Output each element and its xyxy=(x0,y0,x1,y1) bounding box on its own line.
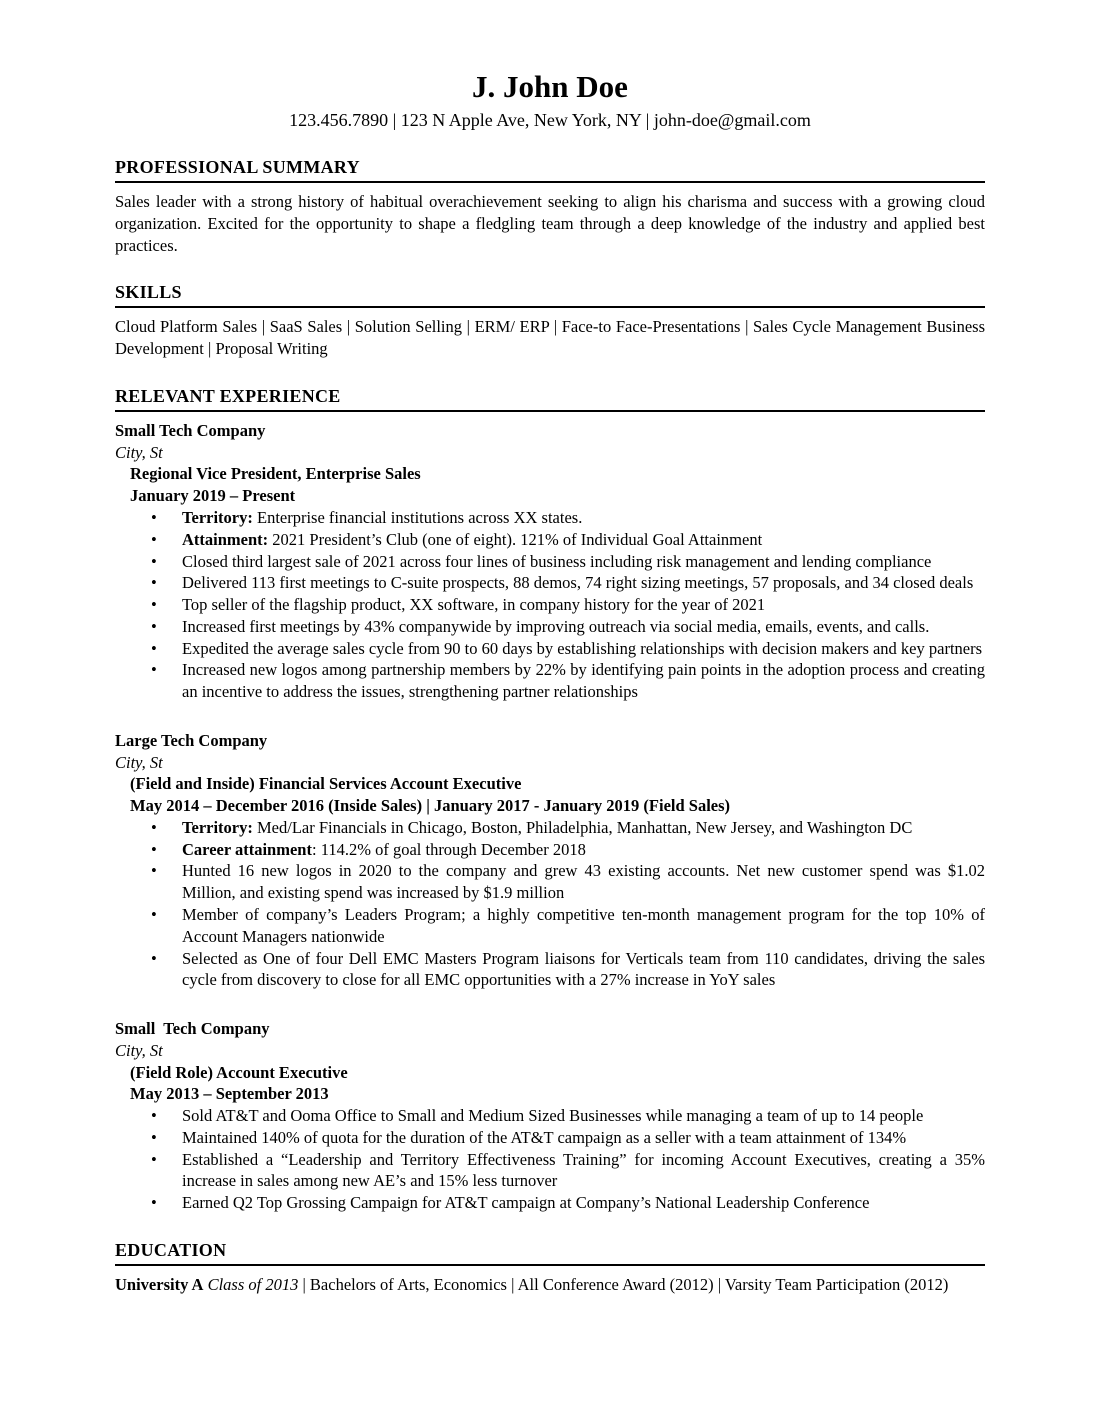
bullet-item: • Attainment: 2021 President’s Club (one of eight). 121% of Individual Goal Attainment xyxy=(115,529,985,551)
class-year: Class of 2013 xyxy=(207,1274,299,1294)
bullet-item: • Member of company’s Leaders Program; a highly competitive ten-month management program for the top 10% of Account Managers nationwide xyxy=(115,904,985,948)
job-title: (Field Role) Account Executive xyxy=(130,1062,348,1082)
education-line xyxy=(115,1274,985,1296)
professional-summary-text: Sales leader with a strong history of habitual overachievement seeking to align his charisma and success with a growing cloud organization. Excited for the opportunity to shape a fledgling team through a deep knowledge of the industry and applied best practices. xyxy=(115,192,985,255)
candidate-name: J. John Doe xyxy=(472,69,628,104)
skills-text: Cloud Platform Sales | SaaS Sales | Solution Selling | ERM/ ERP | Face-to Face-Presentations | Sales Cycle Management Business Development | Proposal Writing xyxy=(115,317,985,359)
contact-line: 123.456.7890 | 123 N Apple Ave, New York, NY | john-doe@gmail.com xyxy=(289,110,811,131)
company-name: Large Tech Company xyxy=(115,730,268,750)
job-title: Regional Vice President, Enterprise Sales xyxy=(130,464,421,484)
education-details: | Bachelors of Arts, Economics | All Conference Award (2012) | Varsity Team Participation (2012) xyxy=(302,1274,949,1294)
bullet-item: • Delivered 113 first meetings to C-suite prospects, 88 demos, 74 right sizing meetings, 57 proposals, and 34 closed deals xyxy=(115,572,985,594)
bullet-item: • Territory: Enterprise financial institutions across XX states. xyxy=(115,507,985,529)
job-dates: May 2013 – September 2013 xyxy=(130,1084,329,1104)
bullet-item: • Career attainment: 114.2% of goal through December 2018 xyxy=(115,839,985,861)
company-name: Small Tech Company xyxy=(115,1019,270,1039)
job-bullets xyxy=(115,507,985,703)
job-dates: January 2019 – Present xyxy=(130,486,296,506)
bullet-item: • Maintained 140% of quota for the duration of the AT&T campaign as a seller with a team attainment of 134% xyxy=(115,1127,985,1149)
job-location: City, St xyxy=(115,752,163,772)
job-entry xyxy=(115,730,985,991)
company-name: Small Tech Company xyxy=(115,420,266,440)
education-heading: EDUCATION xyxy=(115,1240,985,1266)
bullet-item: • Established a “Leadership and Territory Effectiveness Training” for incoming Account Executives, creating a 35% increase in sales among new AE’s and 15% less turnover xyxy=(115,1149,985,1193)
bullet-item: • Increased first meetings by 43% companywide by improving outreach via social media, emails, events, and calls. xyxy=(115,616,985,638)
job-location: City, St xyxy=(115,1040,163,1060)
job-dates: May 2014 – December 2016 (Inside Sales) | January 2017 - January 2019 (Field Sales) xyxy=(130,796,731,816)
job-entry xyxy=(115,420,985,703)
relevant-experience-heading: RELEVANT EXPERIENCE xyxy=(115,386,985,412)
skills-heading: SKILLS xyxy=(115,282,985,308)
bullet-item: • Selected as One of four Dell EMC Masters Program liaisons for Verticals team from 110 candidates, driving the sales cycle from discovery to close for all EMC opportunities with a 27% increase in YoY sales xyxy=(115,948,985,992)
jobs-list xyxy=(115,420,985,1214)
professional-summary-heading: PROFESSIONAL SUMMARY xyxy=(115,157,985,183)
job-bullets xyxy=(115,1105,985,1214)
bullet-item: • Top seller of the flagship product, XX software, in company history for the year of 2021 xyxy=(115,594,985,616)
section-professional-summary xyxy=(115,157,985,256)
bullet-item: • Closed third largest sale of 2021 across four lines of business including risk management and lending compliance xyxy=(115,551,985,573)
school-name: University A xyxy=(115,1274,204,1294)
bullet-item: • Expedited the average sales cycle from 90 to 60 days by establishing relationships with decision makers and key partners xyxy=(115,638,985,660)
resume-page xyxy=(115,70,985,1296)
bullet-item: • Increased new logos among partnership members by 22% by identifying pain points in the adoption process and creating an incentive to address the issues, strengthening partner relationships xyxy=(115,659,985,703)
section-education xyxy=(115,1240,985,1296)
job-bullets xyxy=(115,817,985,991)
job-location: City, St xyxy=(115,442,163,462)
job-title: (Field and Inside) Financial Services Account Executive xyxy=(130,774,522,794)
job-entry xyxy=(115,1018,985,1214)
bullet-item: • Territory: Med/Lar Financials in Chicago, Boston, Philadelphia, Manhattan, New Jersey, and Washington DC xyxy=(115,817,985,839)
bullet-item: • Sold AT&T and Ooma Office to Small and Medium Sized Businesses while managing a team of up to 14 people xyxy=(115,1105,985,1127)
bullet-item: • Hunted 16 new logos in 2020 to the company and grew 43 existing accounts. Net new customer spend was $1.02 Million, and existing spend was increased by $1.9 million xyxy=(115,860,985,904)
section-relevant-experience xyxy=(115,386,985,1214)
section-skills xyxy=(115,282,985,360)
bullet-item: • Earned Q2 Top Grossing Campaign for AT&T campaign at Company’s National Leadership Conference xyxy=(115,1192,985,1214)
